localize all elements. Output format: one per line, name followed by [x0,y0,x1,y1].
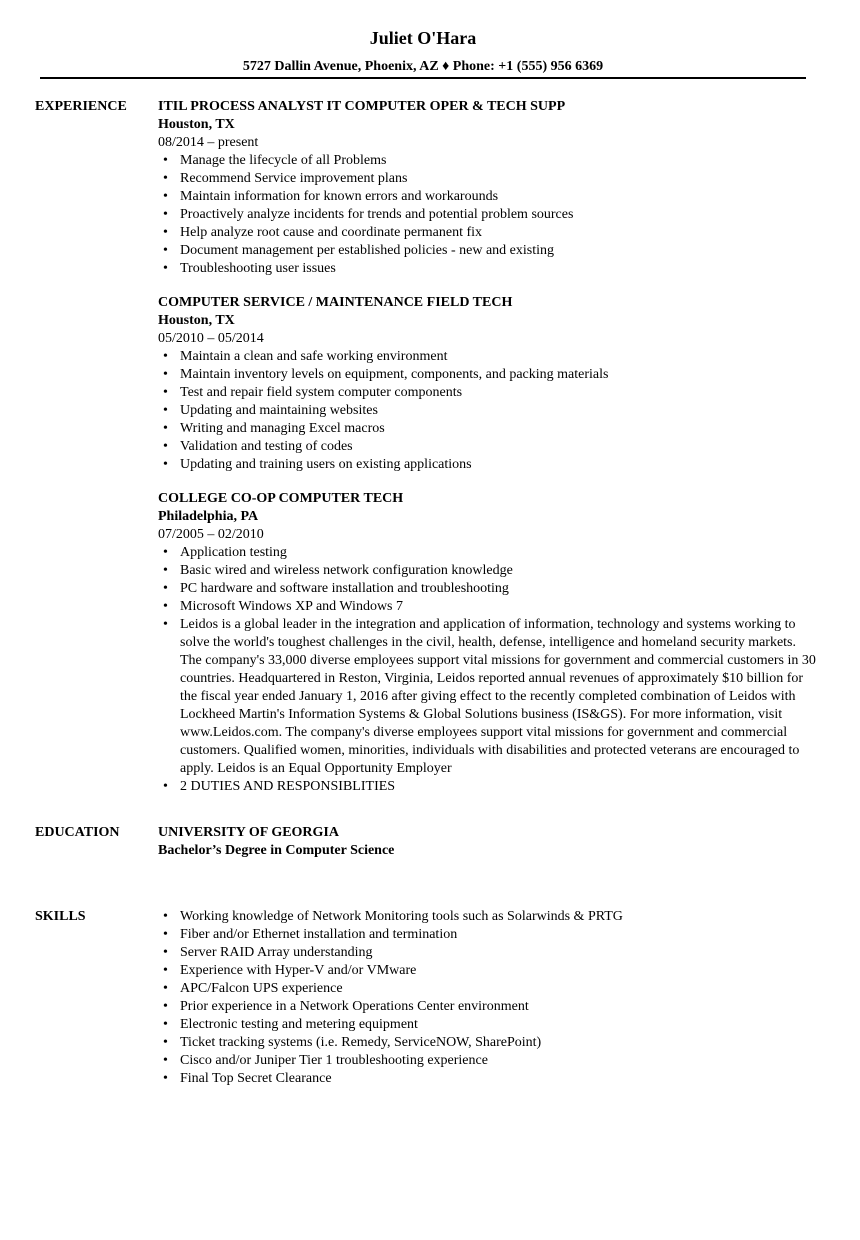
list-item: • Maintain a clean and safe working environment [158,348,818,366]
list-item: • Leidos is a global leader in the integration and application of information, technology and systems working to solve the world's toughest challenges in the civil, health, defense, intelligence and homeland security markets. The company's 33,000 diverse employees support vital missions for government and commercial customers in 30 countries. Headquartered in Reston, Virginia, Leidos reported annual revenues of approximately $10 billion for the fiscal year ended January 1, 2016 after giving effect to the recently completed combination of Leidos with Lockheed Martin's Information Systems & Global Solutions business (IS&GS). For more information, visit www.Leidos.com. The company's diverse employees support vital missions for government and commercial customers. Qualified women, minorities, individuals with disabilities and protected veterans are encouraged to apply. Leidos is an Equal Opportunity Employer [158,616,818,778]
job-dates: 07/2005 – 02/2010 [158,527,264,542]
candidate-name: Juliet O'Hara [369,28,477,48]
education-section [158,824,818,860]
education-degree: Bachelor’s Degree in Computer Science [158,843,395,858]
list-item: • APC/Falcon UPS experience [158,980,818,998]
list-item: • Troubleshooting user issues [158,260,818,278]
list-item: • Ticket tracking systems (i.e. Remedy, ServiceNOW, SharePoint) [158,1034,818,1052]
list-item: • Proactively analyze incidents for trends and potential problem sources [158,206,818,224]
job-entry [158,490,818,796]
skills-section [158,908,818,1088]
section-label-education: EDUCATION [35,825,120,840]
list-item: • Maintain inventory levels on equipment, components, and packing materials [158,366,818,384]
list-item: • Manage the lifecycle of all Problems [158,152,818,170]
job-dates: 08/2014 – present [158,135,259,150]
list-item: • Basic wired and wireless network configuration knowledge [158,562,818,580]
job-entry [158,98,818,278]
experience-section [158,98,818,812]
list-item: • Recommend Service improvement plans [158,170,818,188]
section-label-skills: SKILLS [35,909,86,924]
list-item: • Experience with Hyper-V and/or VMware [158,962,818,980]
job-dates: 05/2010 – 05/2014 [158,331,264,346]
list-item: • Document management per established policies - new and existing [158,242,818,260]
education-school: UNIVERSITY OF GEORGIA [158,825,339,840]
list-item: • Maintain information for known errors and workarounds [158,188,818,206]
list-item: • Cisco and/or Juniper Tier 1 troubleshooting experience [158,1052,818,1070]
list-item: • Updating and maintaining websites [158,402,818,420]
skills-list [158,908,818,1088]
job-location: Philadelphia, PA [158,509,259,524]
list-item: • Working knowledge of Network Monitoring tools such as Solarwinds & PRTG [158,908,818,926]
list-item: • Application testing [158,544,818,562]
list-item: • 2 DUTIES AND RESPONSIBLITIES [158,778,818,796]
section-label-experience: EXPERIENCE [35,99,127,114]
job-title: COLLEGE CO-OP COMPUTER TECH [158,491,404,506]
list-item: • Writing and managing Excel macros [158,420,818,438]
header-divider [40,77,806,79]
list-item: • Prior experience in a Network Operations Center environment [158,998,818,1016]
list-item: • Final Top Secret Clearance [158,1070,818,1088]
list-item: • Validation and testing of codes [158,438,818,456]
list-item: • Help analyze root cause and coordinate permanent fix [158,224,818,242]
job-location: Houston, TX [158,117,235,132]
contact-line: 5727 Dallin Avenue, Phoenix, AZ ♦ Phone: +1 (555) 956 6369 [242,59,604,74]
job-location: Houston, TX [158,313,235,328]
job-title: COMPUTER SERVICE / MAINTENANCE FIELD TECH [158,295,513,310]
list-item: • Updating and training users on existing applications [158,456,818,474]
job-duties-list [158,348,818,474]
list-item: • Microsoft Windows XP and Windows 7 [158,598,818,616]
job-title: ITIL PROCESS ANALYST IT COMPUTER OPER & TECH SUPP [158,99,566,114]
list-item: • Electronic testing and metering equipment [158,1016,818,1034]
list-item: • Test and repair field system computer components [158,384,818,402]
job-duties-list [158,544,818,796]
list-item: • Fiber and/or Ethernet installation and termination [158,926,818,944]
list-item: • PC hardware and software installation and troubleshooting [158,580,818,598]
list-item: • Server RAID Array understanding [158,944,818,962]
job-duties-list [158,152,818,278]
job-entry [158,294,818,474]
